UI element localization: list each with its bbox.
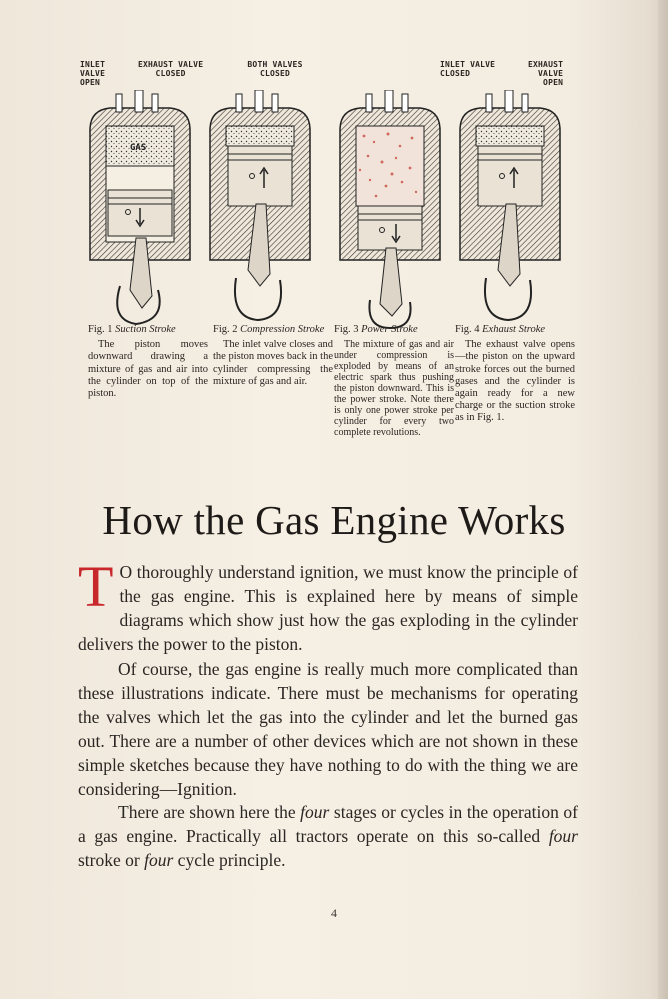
figure-4-top-labels — [440, 60, 578, 90]
label-both-valves: BOTH VALVES — [247, 60, 303, 69]
label-valve: VALVE — [80, 69, 106, 78]
paragraph-1-text: O thoroughly understand ignition, we must know the principle of the gas engine. This is explained here by means of simple diagrams which show just how the gas exploding in the cylinder delivers the power to the piston. — [78, 562, 578, 654]
figure-3-top-labels — [330, 60, 458, 90]
fig-text: The inlet valve closes and the piston moves back in the cylinder compressing the mixture of gas and air. — [213, 339, 333, 387]
label-valve: VALVE — [538, 69, 564, 78]
figure-3-caption — [334, 324, 454, 438]
p3-em-four-2: four — [548, 826, 578, 846]
p3-text-d: cycle principle. — [173, 850, 286, 870]
fig-text: The exhaust valve opens—the piston on the upward stroke forces out the burned gases and the cylinder is again ready for a new charge or the suction stroke as in Fig. 1. — [455, 339, 575, 424]
figure-4-caption — [455, 324, 575, 425]
paragraph-3 — [78, 800, 578, 872]
engine-diagram-3 — [330, 90, 450, 330]
figure-2-caption — [213, 324, 333, 388]
fig-text: The mixture of gas and air under compression is exploded by means of an electric spark thus pushing the piston downward. This is the power stroke. Note there is only one power stroke per cylinder for every two complete revolutions. — [334, 339, 454, 439]
figure-1-caption — [88, 324, 208, 400]
label-open: OPEN — [80, 78, 101, 87]
p3-text-c: stroke or — [78, 850, 145, 870]
paragraph-2: Of course, the gas engine is really much more complicated than these illustrations indicate. There must be mechanisms for operating the valves which let the gas into the cylinder and let the burned gas out. There are a number of other devices which are not shown in these simple sketches because they have nothing to do with the thing we are considering—Ignition. — [78, 659, 578, 799]
p3-text-a: There are shown here the — [118, 802, 301, 822]
fig-title: Suction Stroke — [115, 324, 176, 335]
figure-1-top-labels — [80, 60, 208, 90]
fig-number: Fig. 3 — [334, 324, 359, 335]
label-exhaust-valve: EXHAUST VALVE — [138, 60, 204, 69]
fig-number: Fig. 1 — [88, 324, 113, 335]
fig-text: The piston moves downward drawing a mixture of gas and air into the cylinder on top of the piston. — [88, 339, 208, 400]
figure-2-top-labels — [200, 60, 328, 90]
fig-title: Compression Stroke — [240, 324, 325, 335]
paragraph-1 — [78, 554, 578, 656]
page-title: How the Gas Engine Works — [102, 497, 566, 543]
figure-1 — [80, 60, 208, 330]
label-closed: CLOSED — [259, 69, 291, 78]
fig-title: Exhaust Stroke — [482, 324, 546, 335]
engine-diagram-2 — [200, 90, 320, 330]
engine-diagram-4 — [450, 90, 570, 330]
label-closed: CLOSED — [440, 69, 471, 78]
drop-cap: T — [78, 554, 114, 619]
figure-2 — [200, 60, 328, 330]
p3-text-b: stages or cycles in the operation of a gas engine. Practically all tractors operate on this so-called — [78, 802, 578, 846]
engine-diagram-1 — [80, 90, 200, 330]
label-exhaust: EXHAUST — [528, 60, 564, 69]
p3-em-four-3: four — [144, 850, 174, 870]
figure-4 — [440, 60, 578, 330]
fig-title: Power Stroke — [361, 324, 418, 335]
label-closed: CLOSED — [155, 69, 186, 78]
label-open: OPEN — [543, 78, 564, 87]
page-number: 4 — [331, 906, 337, 920]
figure-3 — [330, 60, 458, 330]
fig-number: Fig. 4 — [455, 324, 480, 335]
label-inlet-valve: INLET VALVE — [440, 60, 496, 69]
p3-em-four-1: four — [300, 802, 330, 822]
gas-label: GAS — [130, 143, 147, 153]
fig-number: Fig. 2 — [213, 324, 238, 335]
label-inlet: INLET — [80, 60, 106, 69]
